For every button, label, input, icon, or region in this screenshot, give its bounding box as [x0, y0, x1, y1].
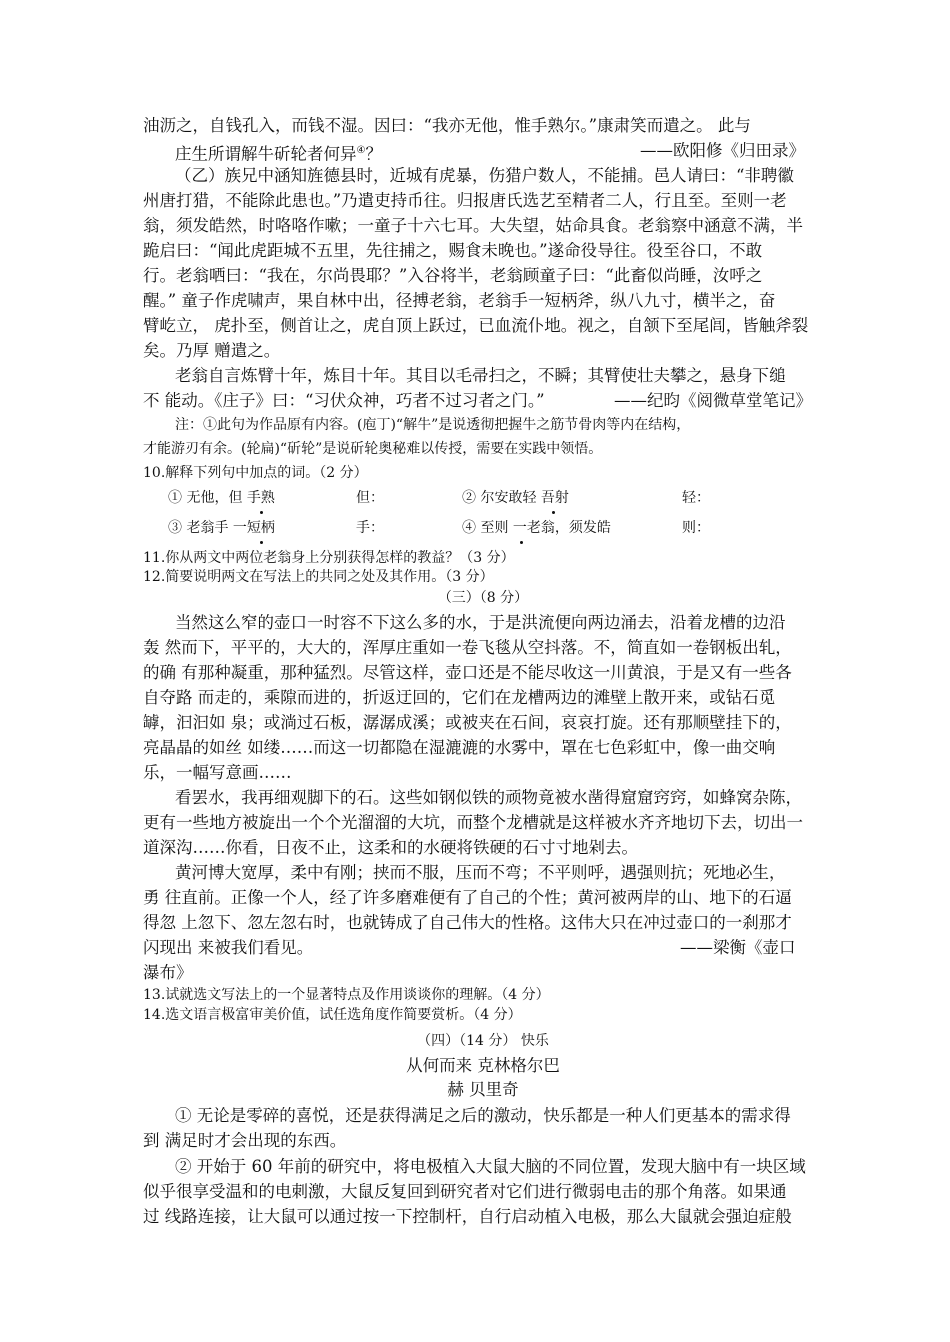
section-4-heading: （四）（14 分） 快乐 — [417, 1033, 549, 1049]
article-title: 从何而来 克林格尔巴 — [406, 1056, 560, 1075]
source-citation: ——纪昀《阅微草堂笔记》 — [614, 391, 812, 410]
passage-line: 乐，一幅写意画…… — [143, 763, 292, 782]
option-1-key: 但： — [356, 490, 384, 506]
passage-line: 黄河博大宽厚，柔中有刚；挟而不服，压而不弯；不平则呼，遇强则抗；死地必生， — [175, 863, 786, 882]
option-2: ② 尔安敢轻 吾射 — [462, 490, 569, 506]
passage-line: 不 能动。《庄子》曰：“习伏众神，巧者不过习者之门。” — [143, 391, 545, 410]
passage-line: 勇 往直前。正像一个人，经了许多磨难便有了自己的个性；黄河被两岸的山、地下的石逼 — [143, 888, 792, 907]
passage-line: 闪现出 来被我们看见。 — [143, 938, 314, 957]
emphasis-dot — [552, 511, 555, 514]
question-13: 13.试就选文写法上的一个显著特点及作用谈谈你的理解。（4 分） — [143, 987, 550, 1003]
option-4: ④ 至则 一老翁，须发皓 — [462, 520, 611, 536]
passage-line: （乙）族兄中涵知旌德县时，近城有虎暴，伤猎户数人，不能捕。邑人请曰：“非聘徽 — [175, 166, 794, 185]
article-author: 赫 贝里奇 — [447, 1080, 519, 1099]
question-14: 14.选文语言极富审美价值，试任选角度作简要赏析。（4 分） — [143, 1007, 522, 1023]
source-citation: ——梁衡《壶口 — [680, 938, 796, 957]
option-3-key: 手： — [356, 520, 384, 536]
question-10: 10.解释下列句中加点的词。（2 分） — [143, 465, 368, 481]
source-citation: ——欧阳修《归田录》 — [640, 141, 805, 160]
passage-line: 老翁自言炼臂十年，炼目十年。其目以毛帚扫之，不瞬；其臂使壮夫攀之，悬身下缒 — [175, 366, 786, 385]
option-1: ① 无他，但 手熟 — [168, 490, 275, 506]
passage-line: 罅，汩汩如 泉；或淌过石板，潺潺成溪；或被夹在石间，哀哀打旋。还有那顺壁挂下的， — [143, 713, 792, 732]
option-2-key: 轻： — [682, 490, 710, 506]
passage-line: 亮晶晶的如丝 如缕……而这一切都隐在湿漉漉的水雾中，罩在七色彩虹中，像一曲交响 — [143, 738, 776, 757]
passage-line: 轰 然而下，平平的，大大的，浑厚庄重如一卷飞毯从空抖落。不，简直如一卷钢板出轧， — [143, 638, 792, 657]
passage-line: 更有一些地方被旋出一个个光溜溜的大坑，而整个龙槽就是这样被水齐齐地切下去，切出一 — [143, 813, 803, 832]
passage-line: ① 无论是零碎的喜悦，还是获得满足之后的激动，快乐都是一种人们更基本的需求得 — [175, 1106, 791, 1125]
passage-line: 臂屹立， 虎扑至，侧首让之，虎自顶上跃过，已血流仆地。视之，自颔下至尾闾，皆触斧裂 — [143, 316, 809, 335]
emphasis-dot — [260, 541, 263, 544]
passage-line: 到 满足时才会出现的东西。 — [143, 1131, 347, 1150]
passage-line: 行。老翁哂曰：“我在，尔尚畏耶？”入谷将半，老翁顾童子曰：“此畜似尚睡，汝呼之 — [143, 266, 763, 285]
passage-line: 跪启曰：“闻此虎距城不五里，先往捕之，赐食未晚也。”遂命役导往。役至谷口，不敢 — [143, 241, 763, 260]
passage-line: 的确 有那种凝重，那种猛烈。尽管这样，壶口还是不能尽收这一川黄浪，于是又有一些各 — [143, 663, 792, 682]
passage-line: 翁，须发皓然，时咯咯作嗽；一童子十六七耳。大失望，姑命具食。老翁察中涵意不满，半 — [143, 216, 803, 235]
footnote-line: 注：①此句为作品原有内容。(庖丁)“解牛”是说透彻把握牛之筋节骨肉等内在结构， — [175, 417, 691, 433]
passage-line: ② 开始于 60 年前的研究中，将电极植入大鼠大脑的不同位置，发现大脑中有一块区域 — [175, 1157, 806, 1176]
passage-line: 庄生所谓解牛斫轮者何异④？ — [175, 144, 382, 164]
question-12: 12.简要说明两文在写法上的共同之处及其作用。（3 分） — [143, 569, 494, 585]
passage-line: 看罢水，我再细观脚下的石。这些如钢似铁的顽物竟被水凿得窟窟窍窍，如蜂窝杂陈， — [175, 788, 802, 807]
passage-line: 道深沟……你看，日夜不止，这柔和的水硬将铁硬的石寸寸地剁去。 — [143, 838, 638, 857]
passage-line: 油沥之，自钱孔入，而钱不湿。因曰：“我亦无他，惟手熟尔。”康肃笑而遣之。 此与 — [143, 116, 751, 135]
passage-line: 得忽 上忽下、忽左忽右时，也就铸成了自己伟大的性格。这伟大只在冲过壶口的一刹那才 — [143, 913, 792, 932]
question-11: 11.你从两文中两位老翁身上分别获得怎样的教益？（3 分） — [143, 550, 515, 566]
passage-line: 自夺路 而走的，乘隙而进的，折返迂回的，它们在龙槽两边的滩壁上散开来，或钻石觅 — [143, 688, 776, 707]
passage-line: 州唐打猎，不能除此患也。”乃遣吏持币往。归报唐氏选艺至精者二人，行且至。至则一老 — [143, 191, 787, 210]
footnote-line: 才能游刃有余。(轮扁)“斫轮”是说斫轮奥秘难以传授，需要在实践中领悟。 — [143, 441, 603, 457]
option-3: ③ 老翁手 一短柄 — [168, 520, 275, 536]
passage-line: 醒。” 童子作虎啸声，果自林中出，径搏老翁，老翁手一短柄斧，纵八九寸，横半之，奋 — [143, 291, 776, 310]
passage-line: 矣。乃厚 赠遣之。 — [143, 341, 281, 360]
option-4-key: 则： — [682, 520, 710, 536]
source-citation-cont: 瀑布》 — [143, 963, 193, 982]
emphasis-dot — [520, 541, 523, 544]
emphasis-dot — [260, 511, 263, 514]
passage-line: 过 线路连接，让大鼠可以通过按一下控制杆，自行启动植入电极，那么大鼠就会强迫症般 — [143, 1207, 792, 1226]
passage-line: 似乎很享受温和的电刺激，大鼠反复回到研究者对它们进行微弱电击的那个角落。如果通 — [143, 1182, 787, 1201]
passage-line: 当然这么窄的壶口一时容不下这么多的水，于是洪流便向两边涌去，沿着龙槽的边沿 — [175, 613, 786, 632]
section-3-heading: （三）（8 分） — [437, 590, 529, 606]
